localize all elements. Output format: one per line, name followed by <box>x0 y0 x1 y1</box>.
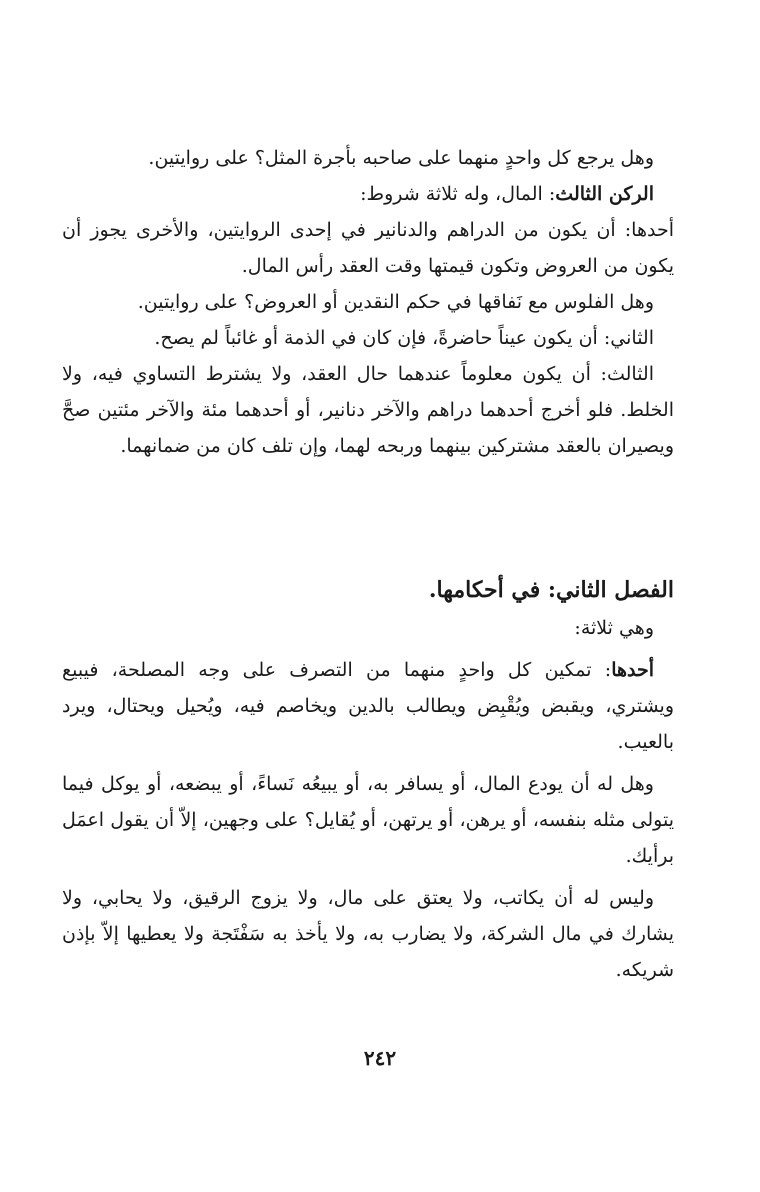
paragraph-coins-question: وهل الفلوس مع نَفاقها في حكم النقدين أو العروض؟ على روايتين. <box>137 291 654 313</box>
section-shares-capital <box>62 140 674 464</box>
chapter-heading-subtitle: : في أحكامها. <box>428 577 557 603</box>
third-pillar-label: الركن الثالث <box>555 183 654 205</box>
paragraph-return-wage: وهل يرجع كل واحدٍ منهما على صاحبه بأجرة المثل؟ على روايتين. <box>148 147 654 169</box>
paragraph-third-pillar <box>62 176 674 212</box>
paragraph-prohibitions: وليس له أن يكاتب، ولا يعتق على مال، ولا يزوج الرقيق، ولا يحابي، ولا يشارك في مال الشركة، ولا يضارب به، ولا يأخذ به سَفْتَجة ولا يعطيها إلاّ بإذن شريكه. <box>62 887 674 981</box>
chapter-heading <box>62 570 674 610</box>
page-number: ٢٤٢ <box>363 1046 397 1070</box>
paragraph-condition-one: أحدها: أن يكون من الدراهم والدنانير في إحدى الروايتين، والأخرى يجوز أن يكون من العروض وتكون قيمتها وقت العقد رأس المال. <box>62 219 674 277</box>
section-rulings <box>62 570 674 988</box>
chapter-heading-title: الفصل الثاني <box>556 577 674 603</box>
paragraph-deposit-question: وهل له أن يودع المال، أو يسافر به، أو يبيعُه نَساءً، أو يبضعه، أو يوكل فيما يتولى مثله بنفسه، أو يرهن، أو يرتهن، أو يُقايل؟ على وجهين، إلاّ أن يقول اعمَل برأيك. <box>62 773 674 867</box>
ruling-one-label: أحدها <box>611 659 654 681</box>
paragraph-ruling-one <box>62 652 674 760</box>
paragraph-three-rulings: وهي ثلاثة: <box>574 617 654 639</box>
third-pillar-text: : المال، وله ثلاثة شروط: <box>360 183 556 205</box>
ruling-one-text: : تمكين كل واحدٍ منهما من التصرف على وجه المصلحة، فيبيع ويشتري، ويقبض ويُقْبِض ويطالب بالدين ويخاصم فيه، ويُحيل ويحتال، ويرد بالعيب. <box>62 659 674 753</box>
paragraph-condition-two: الثاني: أن يكون عيناً حاضرةً، فإن كان في الذمة أو غائباً لم يصح. <box>154 327 654 349</box>
paragraph-condition-three: الثالث: أن يكون معلوماً عندهما حال العقد، ولا يشترط التساوي فيه، ولا الخلط. فلو أخرج أحدهما دراهم والآخر دنانير، أو أحدهما مئة والآخر مئتين صحَّ ويصيران بالعقد مشتركين بينهما وربحه لهما، وإن تلف كان من ضمانهما. <box>62 363 674 457</box>
